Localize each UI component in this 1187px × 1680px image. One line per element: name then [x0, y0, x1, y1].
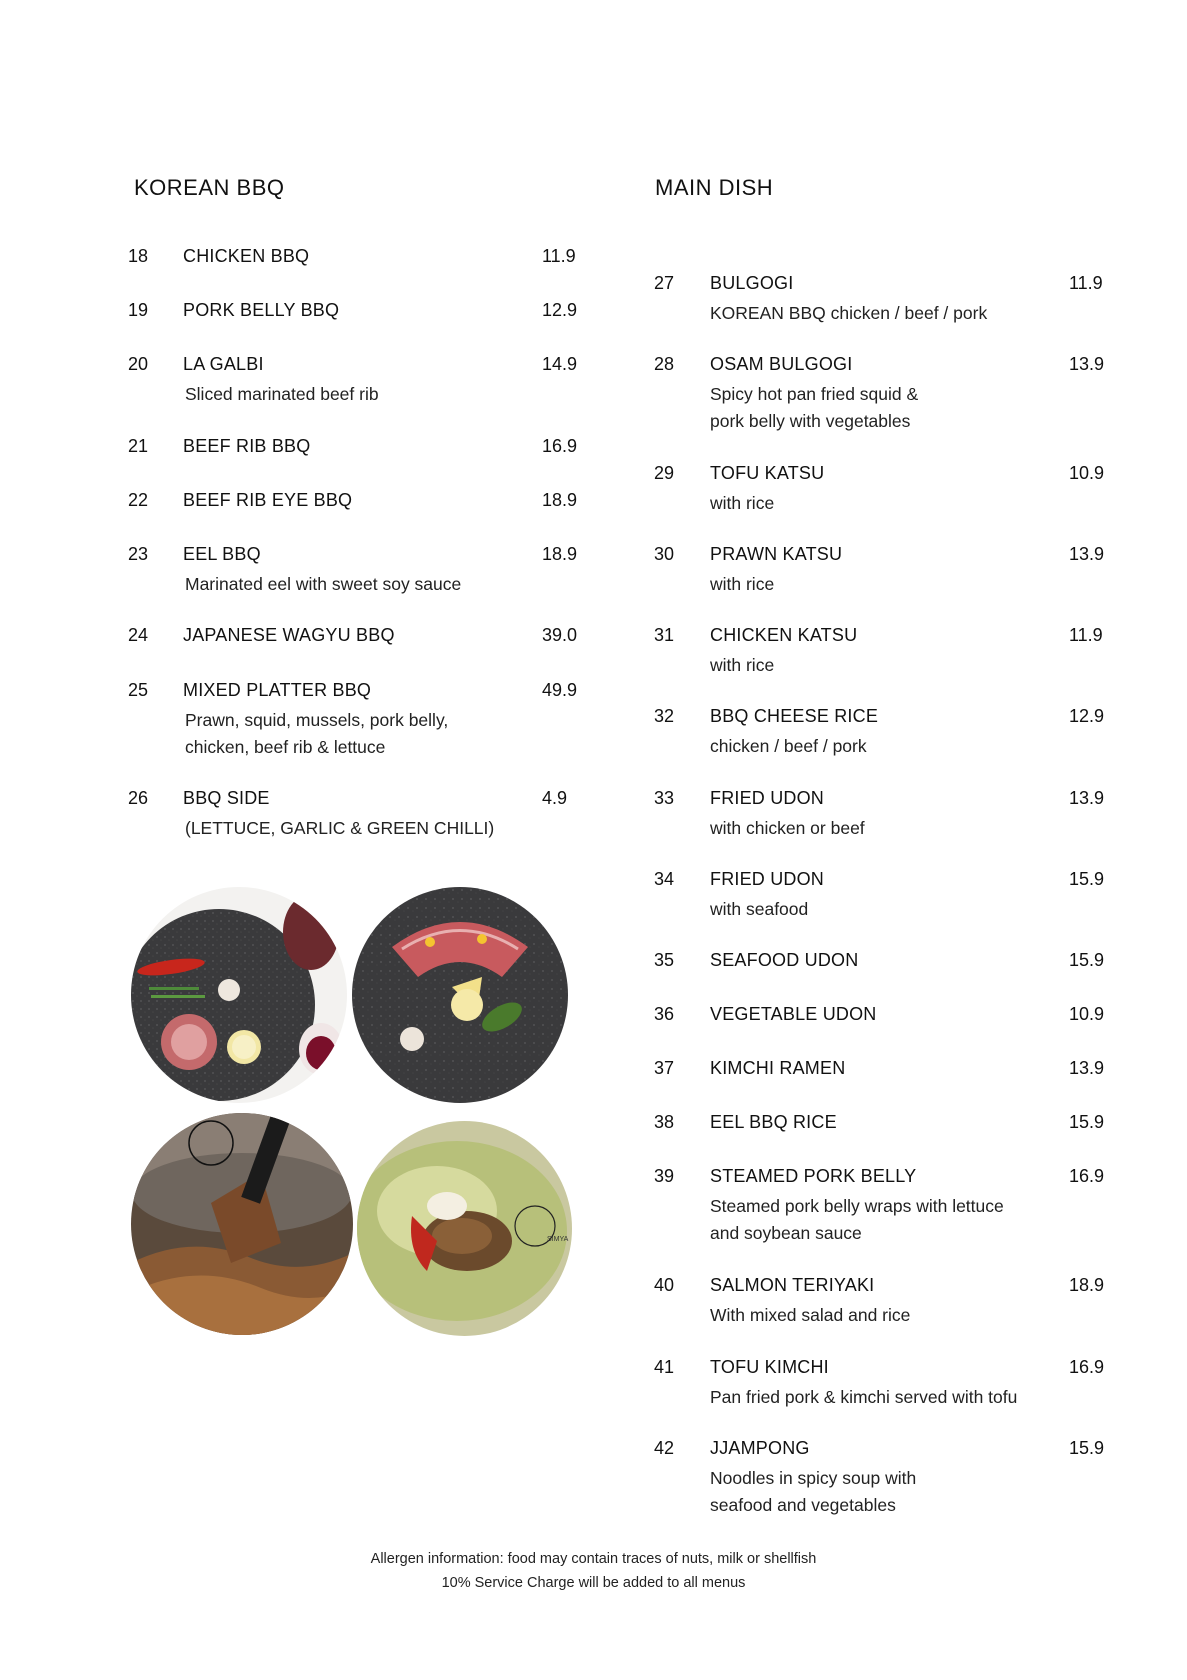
- item-number: 35: [654, 950, 675, 970]
- item-price: 10.9: [1069, 463, 1105, 483]
- item-price: 15.9: [1069, 1112, 1105, 1132]
- section-title-main-dish: MAIN DISH: [655, 175, 774, 200]
- item-number: 27: [654, 273, 675, 293]
- item-name: OSAM BULGOGI: [710, 354, 853, 374]
- food-photo-wagyu-plate: [352, 887, 568, 1103]
- item-name: PORK BELLY BBQ: [183, 300, 340, 320]
- item-description: with seafood: [710, 899, 809, 919]
- item-description: Steamed pork belly wraps with lettuce: [710, 1196, 1004, 1216]
- item-number: 42: [654, 1438, 675, 1458]
- item-description: Prawn, squid, mussels, pork belly,: [185, 710, 449, 730]
- item-description: With mixed salad and rice: [710, 1305, 911, 1325]
- item-description: KOREAN BBQ chicken / beef / pork: [710, 303, 988, 323]
- item-description: with rice: [710, 655, 775, 675]
- item-number: 33: [654, 788, 675, 808]
- item-name: SALMON TERIYAKI: [710, 1275, 875, 1295]
- item-price: 16.9: [1069, 1166, 1105, 1186]
- item-price: 12.9: [542, 300, 578, 320]
- item-price: 13.9: [1069, 354, 1105, 374]
- item-number: 25: [128, 680, 149, 700]
- item-number: 32: [654, 706, 675, 726]
- item-description: Noodles in spicy soup with: [710, 1468, 917, 1488]
- item-name: TOFU KATSU: [710, 463, 825, 483]
- item-description: Sliced marinated beef rib: [185, 384, 379, 404]
- item-name: STEAMED PORK BELLY: [710, 1166, 917, 1186]
- item-price: 4.9: [542, 788, 568, 808]
- item-name: EEL BBQ RICE: [710, 1112, 837, 1132]
- item-number: 20: [128, 354, 149, 374]
- item-price: 13.9: [1069, 788, 1105, 808]
- food-photo-beef-plate: [131, 887, 347, 1103]
- item-number: 40: [654, 1275, 675, 1295]
- item-number: 30: [654, 544, 675, 564]
- item-description: with rice: [710, 574, 775, 594]
- item-price: 49.9: [542, 680, 578, 700]
- item-name: BULGOGI: [710, 273, 794, 293]
- item-price: 11.9: [1069, 625, 1103, 645]
- item-number: 36: [654, 1004, 675, 1024]
- item-name: FRIED UDON: [710, 869, 824, 889]
- item-price: 18.9: [542, 490, 578, 510]
- item-description: with chicken or beef: [710, 818, 865, 838]
- item-name: TOFU KIMCHI: [710, 1357, 829, 1377]
- item-name: LA GALBI: [183, 354, 264, 374]
- section-title-korean-bbq: KOREAN BBQ: [134, 175, 285, 200]
- item-name: SEAFOOD UDON: [710, 950, 859, 970]
- item-price: 15.9: [1069, 1438, 1105, 1458]
- item-price: 18.9: [1069, 1275, 1105, 1295]
- item-name: CHICKEN KATSU: [710, 625, 858, 645]
- item-name: MIXED PLATTER BBQ: [183, 680, 372, 700]
- allergen-notice: Allergen information: food may contain traces of nuts, milk or shellfish: [370, 1551, 817, 1567]
- food-photo-lettuce-wrap: [357, 1121, 572, 1336]
- item-price: 14.9: [542, 354, 578, 374]
- item-name: BEEF RIB BBQ: [183, 436, 311, 456]
- item-name: VEGETABLE UDON: [710, 1004, 877, 1024]
- item-number: 34: [654, 869, 675, 889]
- item-description: with rice: [710, 493, 775, 513]
- item-name: FRIED UDON: [710, 788, 824, 808]
- item-name: JJAMPONG: [710, 1438, 810, 1458]
- item-description: seafood and vegetables: [710, 1495, 896, 1515]
- item-price: 13.9: [1069, 1058, 1105, 1078]
- item-price: 16.9: [542, 436, 578, 456]
- item-description: pork belly with vegetables: [710, 411, 911, 431]
- item-price: 10.9: [1069, 1004, 1105, 1024]
- item-number: 24: [128, 625, 149, 645]
- item-name: BBQ CHEESE RICE: [710, 706, 879, 726]
- item-name: PRAWN KATSU: [710, 544, 843, 564]
- food-photo-grill: [131, 1113, 353, 1335]
- item-price: 15.9: [1069, 869, 1105, 889]
- watermark-text: SIMYA: [547, 1236, 569, 1243]
- item-number: 31: [654, 625, 675, 645]
- item-description: Pan fried pork & kimchi served with tofu: [710, 1387, 1018, 1407]
- item-price: 12.9: [1069, 706, 1105, 726]
- item-number: 23: [128, 544, 149, 564]
- item-price: 39.0: [542, 625, 578, 645]
- item-number: 18: [128, 246, 149, 266]
- item-price: 11.9: [1069, 273, 1103, 293]
- item-name: BEEF RIB EYE BBQ: [183, 490, 353, 510]
- item-description: Spicy hot pan fried squid &: [710, 384, 919, 404]
- item-description: and soybean sauce: [710, 1223, 862, 1243]
- item-price: 18.9: [542, 544, 578, 564]
- item-description: (LETTUCE, GARLIC & GREEN CHILLI): [185, 818, 495, 838]
- item-number: 41: [654, 1357, 675, 1377]
- item-number: 26: [128, 788, 149, 808]
- item-price: 13.9: [1069, 544, 1105, 564]
- item-name: BBQ SIDE: [183, 788, 270, 808]
- item-price: 11.9: [542, 246, 576, 266]
- item-number: 22: [128, 490, 149, 510]
- item-description: Marinated eel with sweet soy sauce: [185, 574, 462, 594]
- service-charge-notice: 10% Service Charge will be added to all menus: [441, 1575, 746, 1591]
- item-number: 28: [654, 354, 675, 374]
- item-number: 21: [128, 436, 149, 456]
- item-price: 16.9: [1069, 1357, 1105, 1377]
- item-name: CHICKEN BBQ: [183, 246, 310, 266]
- item-description: chicken, beef rib & lettuce: [185, 737, 386, 757]
- item-name: JAPANESE WAGYU BBQ: [183, 625, 395, 645]
- item-name: KIMCHI RAMEN: [710, 1058, 846, 1078]
- item-number: 39: [654, 1166, 675, 1186]
- item-description: chicken / beef / pork: [710, 736, 867, 756]
- item-number: 29: [654, 463, 675, 483]
- item-number: 37: [654, 1058, 675, 1078]
- item-number: 19: [128, 300, 149, 320]
- item-price: 15.9: [1069, 950, 1105, 970]
- item-name: EEL BBQ: [183, 544, 261, 564]
- item-number: 38: [654, 1112, 675, 1132]
